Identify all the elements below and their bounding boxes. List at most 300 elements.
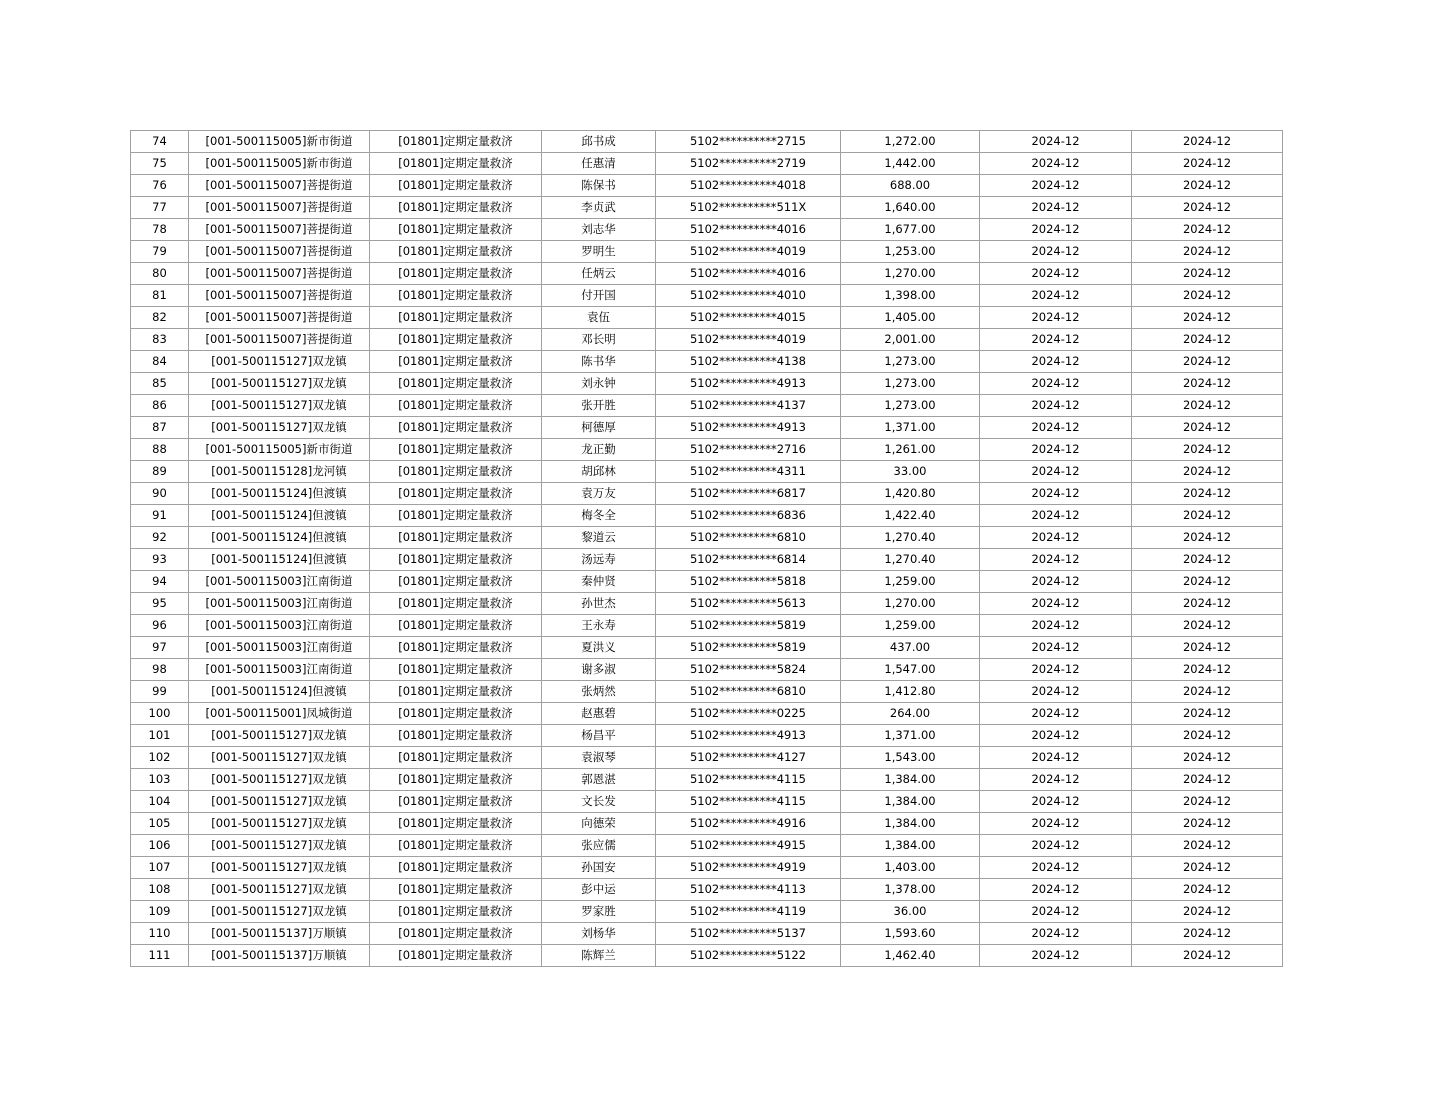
cell-region: [001-500115127]双龙镇 [189,725,370,747]
table-row [131,527,1283,549]
cell-region: [001-500115124]但渡镇 [189,505,370,527]
cell-region: [001-500115007]菩提街道 [189,219,370,241]
cell-start-month: 2024-12 [980,505,1132,527]
cell-end-month: 2024-12 [1132,681,1283,703]
cell-row-index: 83 [131,329,189,351]
table-row [131,329,1283,351]
table-row [131,637,1283,659]
table-row [131,593,1283,615]
table-row [131,263,1283,285]
cell-relief-type: [01801]定期定量救济 [370,351,542,373]
cell-region: [001-500115127]双龙镇 [189,351,370,373]
cell-row-index: 94 [131,571,189,593]
cell-row-index: 88 [131,439,189,461]
cell-id-number: 5102**********4913 [656,417,841,439]
cell-start-month: 2024-12 [980,197,1132,219]
cell-relief-type: [01801]定期定量救济 [370,901,542,923]
cell-amount: 1,462.40 [841,945,980,967]
cell-end-month: 2024-12 [1132,945,1283,967]
cell-row-index: 91 [131,505,189,527]
cell-name: 杨昌平 [542,725,656,747]
cell-name: 张开胜 [542,395,656,417]
cell-name: 李贞武 [542,197,656,219]
cell-id-number: 5102**********4119 [656,901,841,923]
table-row [131,417,1283,439]
cell-end-month: 2024-12 [1132,879,1283,901]
cell-region: [001-500115005]新市街道 [189,439,370,461]
cell-row-index: 108 [131,879,189,901]
cell-name: 罗家胜 [542,901,656,923]
cell-amount: 1,420.80 [841,483,980,505]
cell-row-index: 85 [131,373,189,395]
cell-relief-type: [01801]定期定量救济 [370,835,542,857]
cell-start-month: 2024-12 [980,329,1132,351]
cell-end-month: 2024-12 [1132,549,1283,571]
cell-id-number: 5102**********4113 [656,879,841,901]
cell-end-month: 2024-12 [1132,637,1283,659]
cell-region: [001-500115003]江南街道 [189,571,370,593]
cell-end-month: 2024-12 [1132,857,1283,879]
cell-row-index: 76 [131,175,189,197]
table-row [131,197,1283,219]
cell-id-number: 5102**********4016 [656,263,841,285]
cell-relief-type: [01801]定期定量救济 [370,439,542,461]
cell-name: 袁伍 [542,307,656,329]
cell-amount: 1,270.40 [841,549,980,571]
cell-id-number: 5102**********5818 [656,571,841,593]
cell-name: 夏洪义 [542,637,656,659]
cell-id-number: 5102**********5613 [656,593,841,615]
cell-relief-type: [01801]定期定量救济 [370,153,542,175]
cell-name: 陈保书 [542,175,656,197]
table-row [131,307,1283,329]
cell-row-index: 96 [131,615,189,637]
cell-region: [001-500115127]双龙镇 [189,769,370,791]
cell-id-number: 5102**********6810 [656,681,841,703]
cell-row-index: 81 [131,285,189,307]
cell-row-index: 106 [131,835,189,857]
cell-start-month: 2024-12 [980,549,1132,571]
cell-relief-type: [01801]定期定量救济 [370,219,542,241]
cell-row-index: 79 [131,241,189,263]
cell-relief-type: [01801]定期定量救济 [370,813,542,835]
cell-end-month: 2024-12 [1132,527,1283,549]
cell-amount: 1,270.00 [841,263,980,285]
cell-name: 张炳然 [542,681,656,703]
cell-end-month: 2024-12 [1132,769,1283,791]
cell-start-month: 2024-12 [980,769,1132,791]
table-row [131,945,1283,967]
cell-relief-type: [01801]定期定量救济 [370,747,542,769]
cell-amount: 264.00 [841,703,980,725]
cell-start-month: 2024-12 [980,373,1132,395]
cell-name: 任炳云 [542,263,656,285]
cell-row-index: 87 [131,417,189,439]
cell-id-number: 5102**********6817 [656,483,841,505]
cell-region: [001-500115124]但渡镇 [189,527,370,549]
cell-relief-type: [01801]定期定量救济 [370,197,542,219]
cell-relief-type: [01801]定期定量救济 [370,373,542,395]
cell-region: [001-500115007]菩提街道 [189,285,370,307]
cell-region: [001-500115127]双龙镇 [189,857,370,879]
cell-relief-type: [01801]定期定量救济 [370,593,542,615]
cell-row-index: 82 [131,307,189,329]
table-row [131,131,1283,153]
table-row [131,571,1283,593]
table-row [131,615,1283,637]
cell-amount: 1,442.00 [841,153,980,175]
cell-id-number: 5102**********6810 [656,527,841,549]
cell-start-month: 2024-12 [980,285,1132,307]
cell-id-number: 5102**********5122 [656,945,841,967]
table-row [131,153,1283,175]
table-row [131,681,1283,703]
cell-start-month: 2024-12 [980,527,1132,549]
cell-id-number: 5102**********4916 [656,813,841,835]
cell-region: [001-500115137]万顺镇 [189,945,370,967]
cell-end-month: 2024-12 [1132,329,1283,351]
cell-name: 袁淑琴 [542,747,656,769]
table-row [131,769,1283,791]
cell-start-month: 2024-12 [980,791,1132,813]
cell-region: [001-500115007]菩提街道 [189,329,370,351]
cell-relief-type: [01801]定期定量救济 [370,505,542,527]
cell-id-number: 5102**********5819 [656,637,841,659]
cell-name: 刘志华 [542,219,656,241]
cell-region: [001-500115003]江南街道 [189,615,370,637]
table-row [131,901,1283,923]
cell-end-month: 2024-12 [1132,373,1283,395]
cell-relief-type: [01801]定期定量救济 [370,879,542,901]
cell-start-month: 2024-12 [980,263,1132,285]
cell-region: [001-500115127]双龙镇 [189,373,370,395]
cell-name: 胡邱林 [542,461,656,483]
cell-id-number: 5102**********4115 [656,791,841,813]
cell-region: [001-500115007]菩提街道 [189,241,370,263]
cell-region: [001-500115127]双龙镇 [189,835,370,857]
cell-id-number: 5102**********4019 [656,241,841,263]
cell-row-index: 104 [131,791,189,813]
cell-name: 柯德厚 [542,417,656,439]
cell-relief-type: [01801]定期定量救济 [370,395,542,417]
cell-start-month: 2024-12 [980,439,1132,461]
cell-region: [001-500115127]双龙镇 [189,791,370,813]
cell-amount: 1,272.00 [841,131,980,153]
cell-name: 邓长明 [542,329,656,351]
cell-relief-type: [01801]定期定量救济 [370,131,542,153]
cell-end-month: 2024-12 [1132,219,1283,241]
cell-row-index: 101 [131,725,189,747]
relief-table [130,130,1283,967]
cell-name: 秦仲贤 [542,571,656,593]
cell-start-month: 2024-12 [980,153,1132,175]
table-row [131,395,1283,417]
cell-start-month: 2024-12 [980,725,1132,747]
table-row [131,175,1283,197]
cell-end-month: 2024-12 [1132,923,1283,945]
cell-id-number: 5102**********4913 [656,373,841,395]
cell-row-index: 89 [131,461,189,483]
cell-amount: 1,253.00 [841,241,980,263]
cell-relief-type: [01801]定期定量救济 [370,725,542,747]
cell-end-month: 2024-12 [1132,395,1283,417]
cell-relief-type: [01801]定期定量救济 [370,285,542,307]
cell-id-number: 5102**********6836 [656,505,841,527]
cell-relief-type: [01801]定期定量救济 [370,681,542,703]
cell-region: [001-500115127]双龙镇 [189,417,370,439]
table-row [131,747,1283,769]
cell-id-number: 5102**********4016 [656,219,841,241]
cell-start-month: 2024-12 [980,307,1132,329]
cell-id-number: 5102**********5819 [656,615,841,637]
cell-region: [001-500115007]菩提街道 [189,307,370,329]
cell-start-month: 2024-12 [980,615,1132,637]
cell-start-month: 2024-12 [980,351,1132,373]
cell-row-index: 102 [131,747,189,769]
cell-amount: 1,270.40 [841,527,980,549]
cell-region: [001-500115127]双龙镇 [189,813,370,835]
cell-amount: 1,384.00 [841,791,980,813]
cell-id-number: 5102**********6814 [656,549,841,571]
cell-start-month: 2024-12 [980,879,1132,901]
cell-relief-type: [01801]定期定量救济 [370,483,542,505]
table-row [131,813,1283,835]
cell-amount: 1,273.00 [841,395,980,417]
cell-amount: 1,384.00 [841,835,980,857]
cell-amount: 1,259.00 [841,571,980,593]
cell-amount: 1,273.00 [841,373,980,395]
cell-start-month: 2024-12 [980,219,1132,241]
cell-region: [001-500115124]但渡镇 [189,681,370,703]
cell-start-month: 2024-12 [980,857,1132,879]
cell-relief-type: [01801]定期定量救济 [370,791,542,813]
cell-id-number: 5102**********4311 [656,461,841,483]
cell-region: [001-500115007]菩提街道 [189,263,370,285]
cell-start-month: 2024-12 [980,681,1132,703]
cell-region: [001-500115124]但渡镇 [189,483,370,505]
cell-name: 汤远寿 [542,549,656,571]
table-row [131,923,1283,945]
cell-name: 赵惠碧 [542,703,656,725]
cell-start-month: 2024-12 [980,571,1132,593]
cell-id-number: 5102**********4010 [656,285,841,307]
cell-end-month: 2024-12 [1132,835,1283,857]
cell-end-month: 2024-12 [1132,593,1283,615]
cell-end-month: 2024-12 [1132,813,1283,835]
cell-end-month: 2024-12 [1132,505,1283,527]
cell-id-number: 5102**********0225 [656,703,841,725]
cell-amount: 1,273.00 [841,351,980,373]
cell-relief-type: [01801]定期定量救济 [370,461,542,483]
cell-name: 刘杨华 [542,923,656,945]
cell-amount: 1,259.00 [841,615,980,637]
cell-end-month: 2024-12 [1132,131,1283,153]
cell-name: 袁万友 [542,483,656,505]
table-row [131,835,1283,857]
cell-row-index: 110 [131,923,189,945]
cell-name: 文长发 [542,791,656,813]
cell-amount: 1,412.80 [841,681,980,703]
table-row [131,879,1283,901]
cell-row-index: 103 [131,769,189,791]
table-row [131,241,1283,263]
cell-region: [001-500115005]新市街道 [189,153,370,175]
cell-relief-type: [01801]定期定量救济 [370,615,542,637]
cell-id-number: 5102**********4137 [656,395,841,417]
cell-name: 任惠清 [542,153,656,175]
cell-region: [001-500115001]凤城街道 [189,703,370,725]
cell-end-month: 2024-12 [1132,659,1283,681]
cell-end-month: 2024-12 [1132,571,1283,593]
cell-start-month: 2024-12 [980,593,1132,615]
table-row [131,857,1283,879]
table-row [131,351,1283,373]
cell-id-number: 5102**********5824 [656,659,841,681]
cell-end-month: 2024-12 [1132,725,1283,747]
cell-id-number: 5102**********4127 [656,747,841,769]
cell-start-month: 2024-12 [980,417,1132,439]
cell-amount: 1,593.60 [841,923,980,945]
cell-amount: 1,543.00 [841,747,980,769]
cell-start-month: 2024-12 [980,813,1132,835]
cell-relief-type: [01801]定期定量救济 [370,703,542,725]
cell-amount: 2,001.00 [841,329,980,351]
cell-end-month: 2024-12 [1132,417,1283,439]
cell-id-number: 5102**********4913 [656,725,841,747]
cell-region: [001-500115003]江南街道 [189,659,370,681]
cell-start-month: 2024-12 [980,923,1132,945]
cell-amount: 1,422.40 [841,505,980,527]
cell-name: 黎道云 [542,527,656,549]
cell-start-month: 2024-12 [980,901,1132,923]
cell-region: [001-500115124]但渡镇 [189,549,370,571]
cell-start-month: 2024-12 [980,395,1132,417]
table-row [131,703,1283,725]
table-row [131,373,1283,395]
table-row [131,439,1283,461]
table-row [131,659,1283,681]
table-row [131,791,1283,813]
cell-name: 郭恩湛 [542,769,656,791]
cell-relief-type: [01801]定期定量救济 [370,241,542,263]
cell-end-month: 2024-12 [1132,263,1283,285]
cell-row-index: 97 [131,637,189,659]
cell-region: [001-500115127]双龙镇 [189,395,370,417]
cell-amount: 688.00 [841,175,980,197]
cell-row-index: 109 [131,901,189,923]
cell-row-index: 75 [131,153,189,175]
table-row [131,285,1283,307]
cell-region: [001-500115127]双龙镇 [189,879,370,901]
cell-start-month: 2024-12 [980,483,1132,505]
cell-name: 王永寿 [542,615,656,637]
cell-name: 付开国 [542,285,656,307]
cell-row-index: 86 [131,395,189,417]
cell-row-index: 98 [131,659,189,681]
cell-end-month: 2024-12 [1132,615,1283,637]
table-row [131,725,1283,747]
cell-region: [001-500115007]菩提街道 [189,197,370,219]
cell-end-month: 2024-12 [1132,351,1283,373]
cell-region: [001-500115007]菩提街道 [189,175,370,197]
cell-end-month: 2024-12 [1132,197,1283,219]
cell-relief-type: [01801]定期定量救济 [370,417,542,439]
cell-end-month: 2024-12 [1132,153,1283,175]
cell-name: 孙世杰 [542,593,656,615]
cell-start-month: 2024-12 [980,945,1132,967]
cell-amount: 1,371.00 [841,725,980,747]
cell-amount: 33.00 [841,461,980,483]
cell-end-month: 2024-12 [1132,483,1283,505]
cell-row-index: 93 [131,549,189,571]
cell-end-month: 2024-12 [1132,285,1283,307]
cell-amount: 1,371.00 [841,417,980,439]
cell-amount: 437.00 [841,637,980,659]
cell-amount: 1,384.00 [841,813,980,835]
cell-start-month: 2024-12 [980,703,1132,725]
cell-amount: 1,384.00 [841,769,980,791]
cell-id-number: 5102**********5137 [656,923,841,945]
cell-name: 陈书华 [542,351,656,373]
cell-amount: 1,640.00 [841,197,980,219]
cell-amount: 1,270.00 [841,593,980,615]
cell-amount: 1,261.00 [841,439,980,461]
cell-region: [001-500115137]万顺镇 [189,923,370,945]
cell-start-month: 2024-12 [980,747,1132,769]
cell-name: 龙正勤 [542,439,656,461]
cell-region: [001-500115127]双龙镇 [189,901,370,923]
cell-amount: 1,398.00 [841,285,980,307]
cell-amount: 1,403.00 [841,857,980,879]
cell-amount: 1,677.00 [841,219,980,241]
cell-start-month: 2024-12 [980,175,1132,197]
cell-relief-type: [01801]定期定量救济 [370,329,542,351]
cell-id-number: 5102**********4138 [656,351,841,373]
cell-row-index: 100 [131,703,189,725]
cell-end-month: 2024-12 [1132,241,1283,263]
cell-end-month: 2024-12 [1132,703,1283,725]
cell-id-number: 5102**********4115 [656,769,841,791]
table-body [131,131,1283,967]
cell-row-index: 84 [131,351,189,373]
cell-start-month: 2024-12 [980,241,1132,263]
cell-name: 陈辉兰 [542,945,656,967]
cell-start-month: 2024-12 [980,659,1132,681]
cell-row-index: 95 [131,593,189,615]
cell-id-number: 5102**********2715 [656,131,841,153]
cell-relief-type: [01801]定期定量救济 [370,307,542,329]
cell-end-month: 2024-12 [1132,901,1283,923]
cell-start-month: 2024-12 [980,835,1132,857]
cell-end-month: 2024-12 [1132,461,1283,483]
cell-end-month: 2024-12 [1132,747,1283,769]
table-row [131,483,1283,505]
cell-id-number: 5102**********511X [656,197,841,219]
cell-id-number: 5102**********4018 [656,175,841,197]
cell-relief-type: [01801]定期定量救济 [370,549,542,571]
cell-start-month: 2024-12 [980,461,1132,483]
cell-name: 孙国安 [542,857,656,879]
cell-end-month: 2024-12 [1132,439,1283,461]
cell-amount: 1,378.00 [841,879,980,901]
cell-id-number: 5102**********2716 [656,439,841,461]
cell-region: [001-500115003]江南街道 [189,593,370,615]
cell-id-number: 5102**********2719 [656,153,841,175]
cell-row-index: 74 [131,131,189,153]
table-row [131,549,1283,571]
cell-relief-type: [01801]定期定量救济 [370,527,542,549]
cell-relief-type: [01801]定期定量救济 [370,857,542,879]
